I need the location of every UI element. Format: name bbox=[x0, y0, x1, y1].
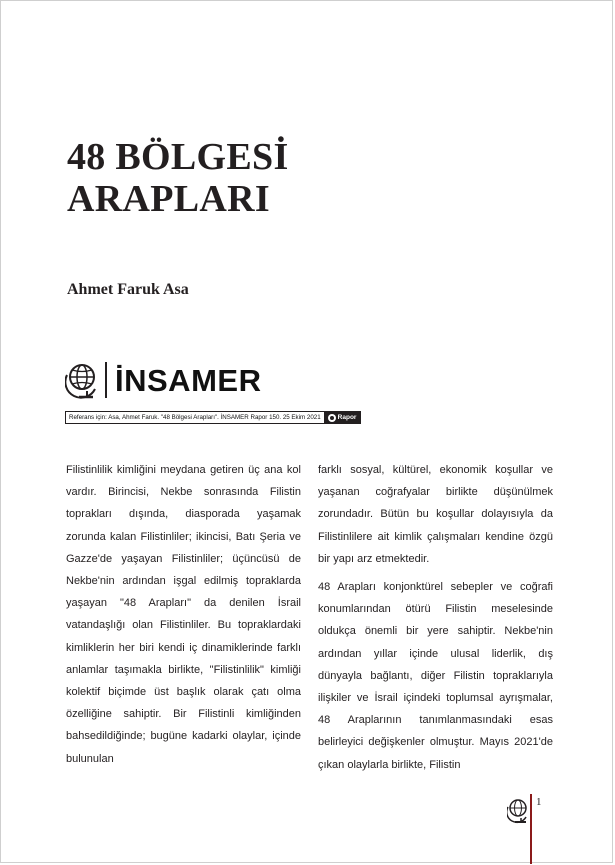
reference-bar bbox=[65, 411, 361, 424]
author-name: Ahmet Faruk Asa bbox=[67, 281, 189, 298]
logo-wordmark: İNSAMER bbox=[115, 362, 262, 398]
report-badge bbox=[325, 411, 362, 424]
document-title bbox=[67, 136, 487, 220]
body-paragraph: Filistinlilik kimliğini meydana getiren üç ana kol vardır. Birincisi, Nekbe sonrasında Filistin toprakları dışında, diasporada yaşamak zorunda kalan Filistinliler; ikincisi, Batı Şeria ve Gazze'de yaşayan Filistinliler; üçüncüsü de Nekbe'nin ardından işgal edilmiş topraklarda yaşayan "48 Arapları" da denilen İsrail vatandaşlığı olan Filistinliler. Bu topraklardaki kimliklerin her biri kendi iç dinamiklerinde farklı anlamlar taşımakla birlikte, "Filistinlilik" kimliği kolektif biçimde üst başlık olarak çatı olma özelliğine sahiptir. Bir Filistinli kimliğinden bahsedildiğinde; bugüne kadarki olaylar, içinde bulunulan bbox=[66, 464, 301, 765]
body-paragraph: farklı sosyal, kültürel, ekonomik koşullar ve yaşanan coğrafyalar birlikte düşünülmek zorundadır. Bütün bu koşullar dolayısıyla da Filistinlilere ait kimlik çalışmaları kendine özgü bir yapı arz etmektedir. bbox=[318, 464, 553, 565]
body-paragraph: 48 Arapları konjonktürel sebepler ve coğrafi konumlarından ötürü Filistin meselesinde oldukça önemli bir yere sahiptir. Nekbe'nin ardından yıllar içinde ulusal liderlik, dış dünyayla bağlantı, diğer Filistin topraklarıyla ilişkiler ve İsrail içindeki toplumsal ayrışmalar, 48 Araplarının tanımlanmasındaki esas belirleyici değişkenler olmuştur. Mayıs 2021'de çıkan olaylarla birlikte, Filistin bbox=[318, 581, 553, 771]
globe-icon bbox=[507, 798, 529, 824]
title-line-2: ARAPLARI bbox=[67, 178, 270, 220]
insamer-logo bbox=[65, 359, 261, 401]
logo-divider bbox=[105, 362, 107, 398]
globe-icon bbox=[65, 361, 99, 399]
report-badge-label: Rapor bbox=[337, 414, 357, 421]
page-number: 1 bbox=[536, 796, 542, 808]
body-column-right bbox=[318, 459, 553, 776]
report-badge-icon bbox=[328, 414, 336, 422]
reference-citation: Referans için: Asa, Ahmet Faruk. "48 Bölgesi Arapları". İNSAMER Rapor 150. 25 Ekim 2021 bbox=[65, 411, 325, 424]
body-column-left bbox=[66, 459, 301, 770]
footer-accent-line bbox=[530, 794, 532, 864]
title-line-1: 48 BÖLGESİ bbox=[67, 136, 289, 178]
